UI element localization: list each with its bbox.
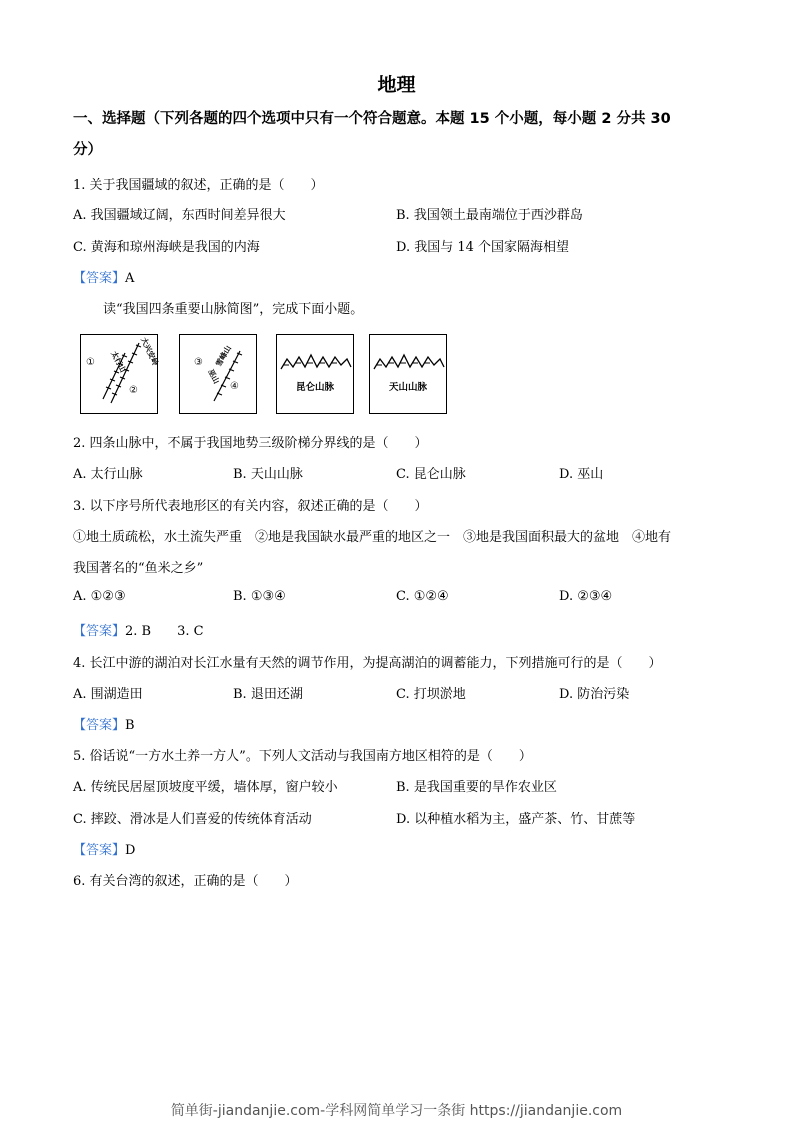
q5-options-row2 [73,808,723,828]
figure-3-label: 昆仑山脉 [295,382,334,393]
q1-answer-value: A [125,271,135,286]
q6-stem: 6. 有关台湾的叙述，正确的是（ ） [73,874,298,889]
section-heading: 一、选择题（下列各题的四个选项中只有一个符合题意。本题 15 个小题，每小题 2 分共 30 [73,111,671,127]
figure-2-left-text: 巫山 [206,367,222,386]
q5-option-c: C. 摔跤、滑冰是人们喜爱的传统体育活动 [73,812,312,827]
figure-2-drawing [180,335,256,413]
mountain-figures [80,334,450,416]
q4-answer-value: B [125,718,135,733]
q1-option-b: B. 我国领土最南端位于西沙群岛 [396,208,583,223]
q2-stem: 2. 四条山脉中，不属于我国地势三级阶梯分界线的是（ ） [73,436,428,451]
figure-1 [80,334,161,414]
figure-4-label: 天山山脉 [388,382,427,393]
figure-2-mark-4: ④ [230,381,239,392]
q2-option-d: D. 巫山 [559,467,604,482]
q3-desc-line1: ①地土质疏松，水土流失严重 ②地是我国缺水最严重的地区之一 ③地是我国面积最大的盆地 ④地有 [73,530,672,545]
q5-answer [73,839,135,858]
answer-tag: 【答案】 [73,271,126,286]
q4-option-a: A. 围湖造田 [73,687,143,702]
q2-q3-answer [73,620,204,639]
q5-answer-value: D [125,843,136,858]
figure-2 [179,334,257,414]
q1-option-d: D. 我国与 14 个国家隔海相望 [396,240,570,255]
q5-option-d: D. 以种植水稻为主，盛产茶、竹、甘蔗等 [396,812,636,827]
q4-answer [73,714,135,733]
q5-option-a: A. 传统民居屋顶坡度平缓，墙体厚，窗户较小 [73,780,338,795]
section-heading-cont: 分） [73,142,102,158]
q4-stem: 4. 长江中游的湖泊对长江水量有天然的调节作用，为提高湖泊的调蓄能力，下列措施可行的是（ ） [73,656,662,671]
figure-4 [369,334,447,414]
q2-option-b: B. 天山山脉 [233,467,303,482]
figure-intro: 读“我国四条重要山脉简图”，完成下面小题。 [103,302,364,317]
q4-option-d: D. 防治污染 [559,687,630,702]
q1-stem: 1. 关于我国疆域的叙述，正确的是（ ） [73,178,324,193]
q1-option-a: A. 我国疆域辽阔，东西时间差异很大 [73,208,286,223]
figure-1-mark-1: ① [86,357,95,368]
q2-q3-answer-value: 2. B 3. C [125,624,204,639]
figure-2-right-text: 雪峰山 [213,344,233,368]
q4-options [73,683,723,703]
answer-tag: 【答案】 [73,843,126,858]
figure-1-right-text: 大兴安岭 [139,336,161,368]
answer-tag: 【答案】 [73,624,126,639]
q4-option-c: C. 打坝淤地 [396,687,466,702]
q5-stem: 5. 俗话说“一方水土养一方人”。下列人文活动与我国南方地区相符的是（ ） [73,749,532,764]
figure-3-drawing [277,335,353,413]
q2-option-a: A. 太行山脉 [73,467,143,482]
figure-4-drawing [370,335,446,413]
q3-option-c: C. ①②④ [396,589,449,604]
figure-1-drawing [81,335,161,413]
q1-answer [73,267,134,286]
q3-option-d: D. ②③④ [559,589,613,604]
q4-option-b: B. 退田还湖 [233,687,303,702]
figure-1-mark-2: ② [129,385,138,396]
q3-option-b: B. ①③④ [233,589,286,604]
q3-desc-line2: 我国著名的“鱼米之乡” [73,561,204,576]
q3-stem: 3. 以下序号所代表地形区的有关内容，叙述正确的是（ ） [73,499,428,514]
q1-options-row1 [73,204,723,224]
figure-2-mark-3: ③ [194,357,203,368]
answer-tag: 【答案】 [73,718,126,733]
page-title: 地理 [377,74,416,96]
figure-3 [276,334,354,414]
page-footer-link[interactable]: 简单街-jiandanjie.com-学科网简单学习一条街 https://jiandanjie.com [170,1103,623,1119]
figure-1-left-text: 太行山 [109,349,128,374]
q5-options-row1 [73,776,723,796]
q2-option-c: C. 昆仑山脉 [396,467,466,482]
q2-options [73,463,723,483]
q1-options-row2 [73,236,723,256]
q3-options [73,589,723,609]
q5-option-b: B. 是我国重要的旱作农业区 [396,780,557,795]
q1-option-c: C. 黄海和琼州海峡是我国的内海 [73,240,260,255]
q3-option-a: A. ①②③ [73,589,126,604]
